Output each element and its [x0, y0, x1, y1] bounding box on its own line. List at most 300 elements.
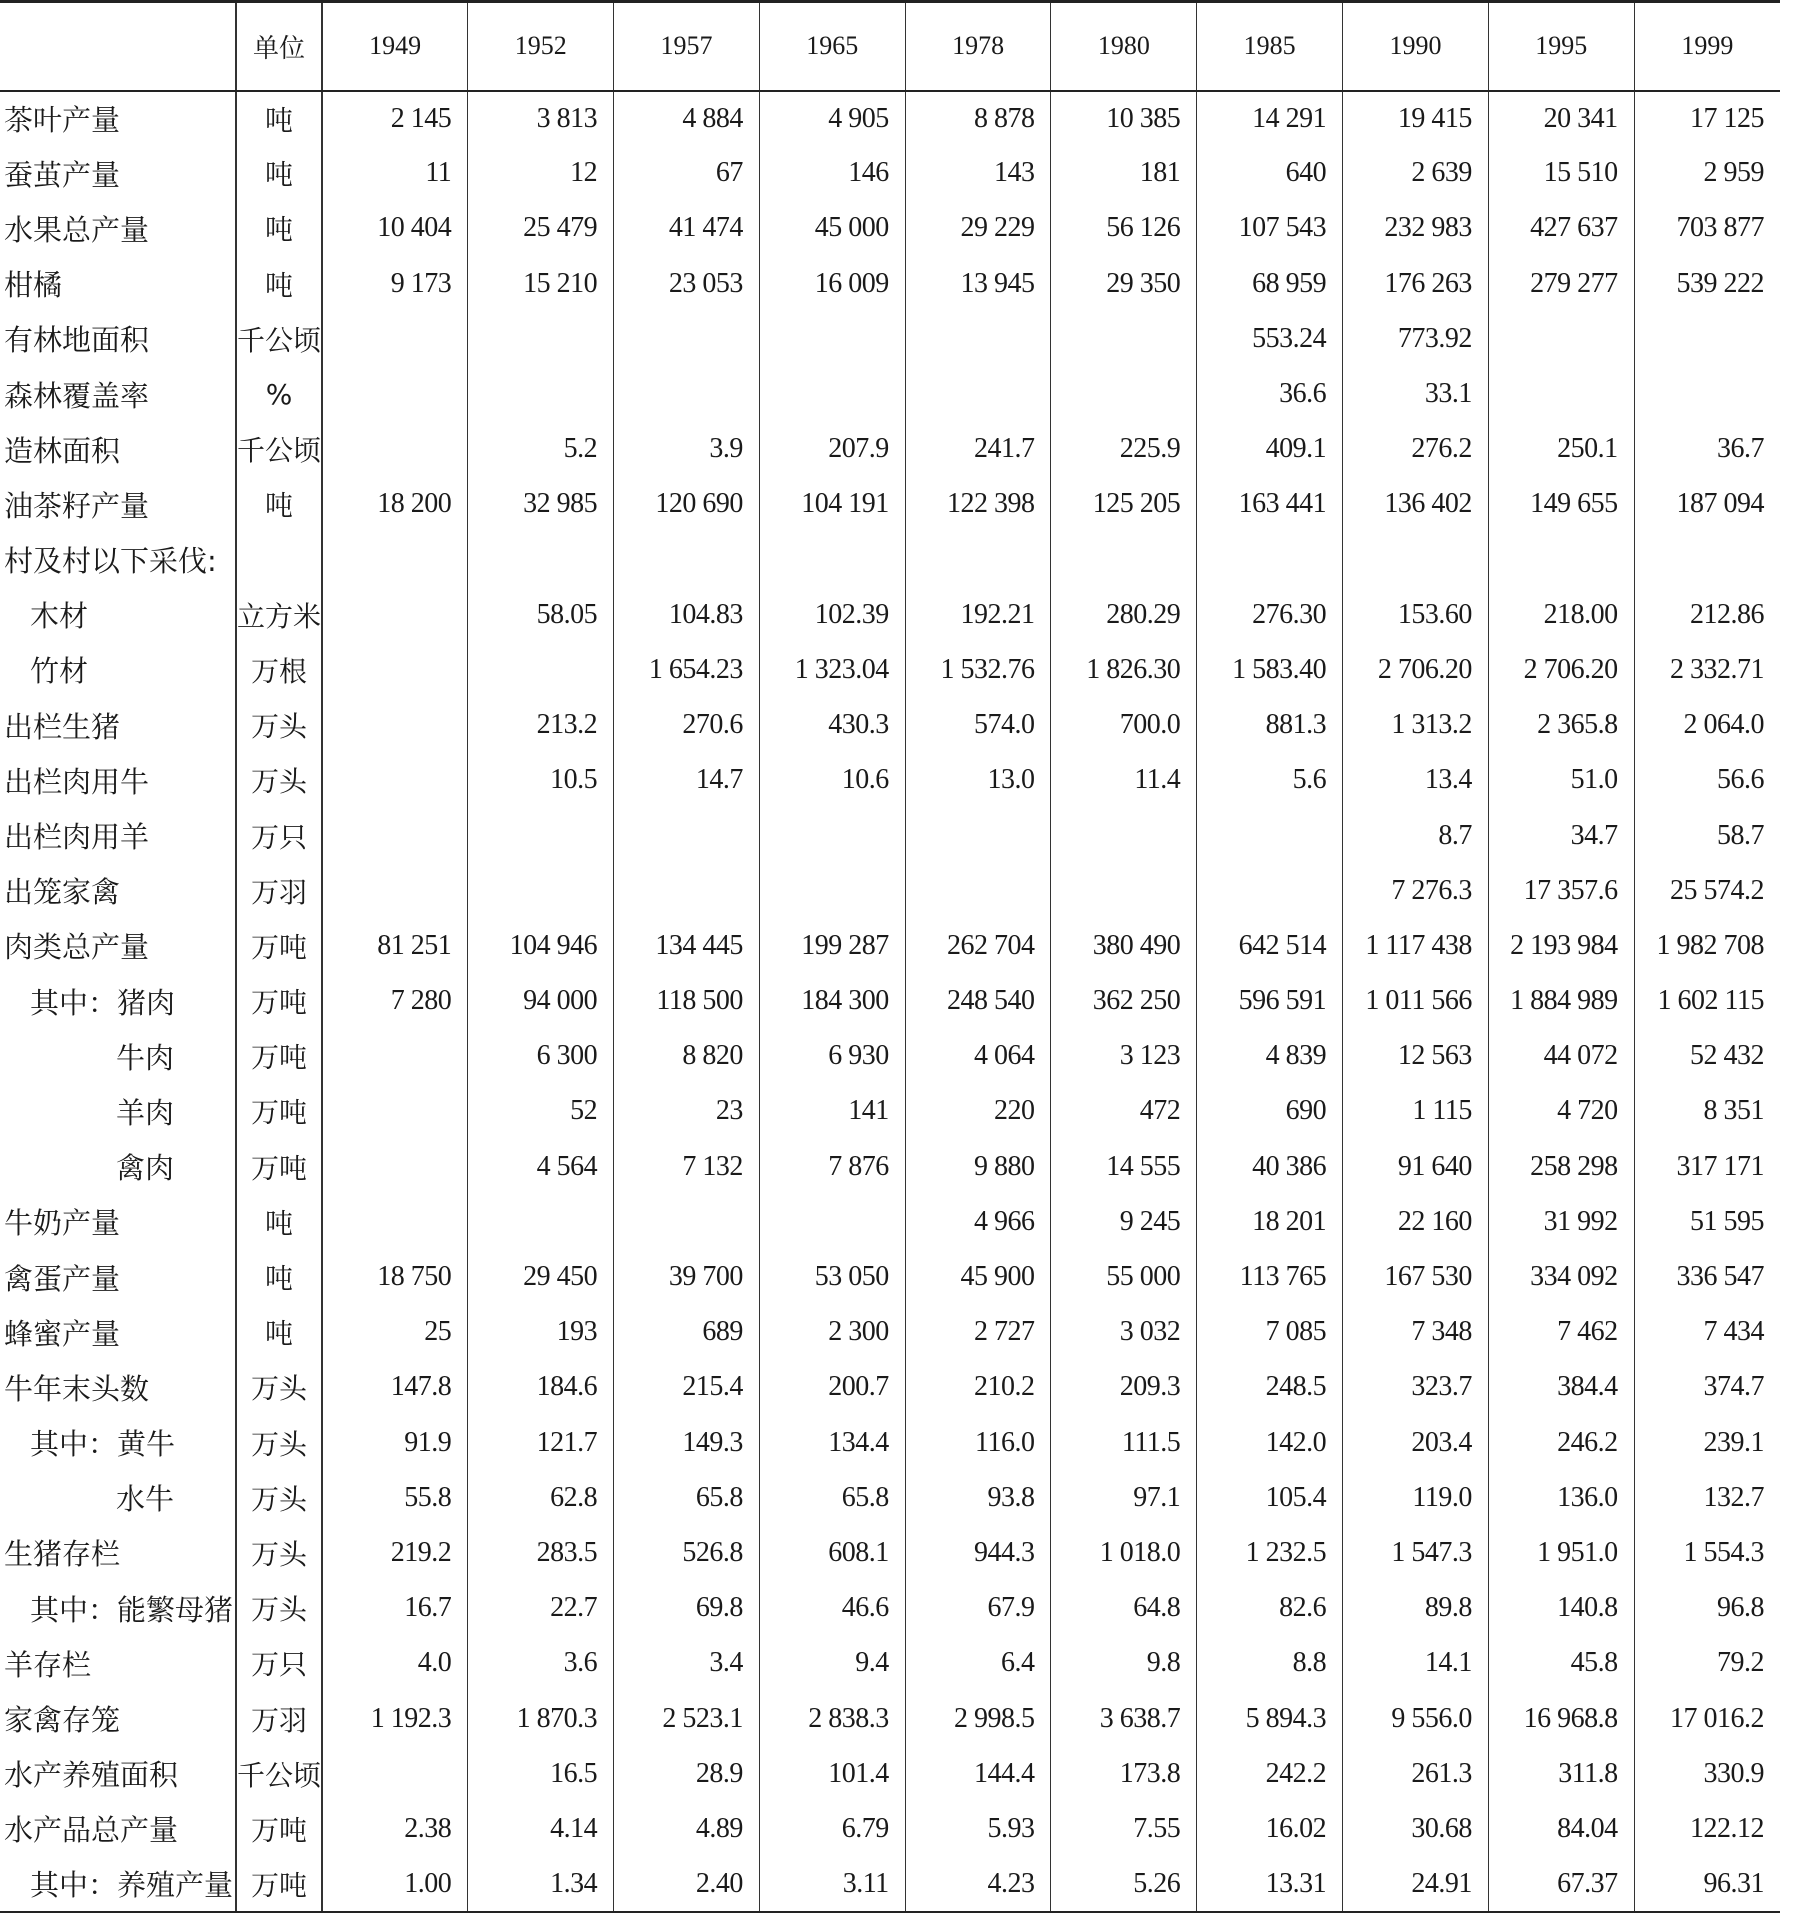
value-cell: 104 946 — [468, 918, 614, 973]
value-cell: 81 251 — [377, 929, 452, 961]
value-cell — [322, 1029, 468, 1084]
table-row — [0, 1139, 1780, 1194]
value-cell: 1 826.30 — [1051, 642, 1197, 697]
value-cell: 374.7 — [1634, 1360, 1780, 1415]
value-cell: 4.14 — [468, 1801, 614, 1856]
value-cell: 193 — [468, 1305, 614, 1360]
table-row — [0, 532, 1780, 587]
value-cell: 200.7 — [759, 1360, 905, 1415]
value-cell: 17 016.2 — [1634, 1691, 1780, 1746]
value-cell: 45.8 — [1488, 1636, 1634, 1691]
value-cell: 22 160 — [1343, 1194, 1489, 1249]
value-cell: 10 385 — [1051, 91, 1197, 146]
value-cell: 944.3 — [905, 1525, 1051, 1580]
value-cell: 334 092 — [1488, 1249, 1634, 1304]
value-cell: 41 474 — [614, 201, 760, 256]
value-cell: 6.79 — [759, 1801, 905, 1856]
value-cell: 14 555 — [1051, 1139, 1197, 1194]
value-cell: 33.1 — [1343, 366, 1489, 421]
value-cell: 13.31 — [1197, 1857, 1343, 1912]
value-cell: 690 — [1197, 1084, 1343, 1139]
value-cell: 2 727 — [905, 1305, 1051, 1360]
value-cell — [1197, 808, 1343, 863]
value-cell: 51 595 — [1634, 1194, 1780, 1249]
value-cell: 16.5 — [468, 1746, 614, 1801]
row-unit: 万头 — [236, 753, 322, 808]
value-cell — [905, 311, 1051, 366]
value-cell: 79.2 — [1634, 1636, 1780, 1691]
row-label: 其中：猪肉 — [30, 985, 176, 1020]
value-cell: 65.8 — [614, 1470, 760, 1525]
value-cell: 9.8 — [1051, 1636, 1197, 1691]
value-cell: 4.89 — [614, 1801, 760, 1856]
value-cell: 116.0 — [905, 1415, 1051, 1470]
value-cell: 241.7 — [905, 422, 1051, 477]
value-cell: 1 115 — [1343, 1084, 1489, 1139]
value-cell: 45 000 — [759, 201, 905, 256]
row-label: 木材 — [30, 599, 89, 634]
value-cell: 97.1 — [1051, 1470, 1197, 1525]
value-cell: 2 838.3 — [759, 1691, 905, 1746]
row-unit: 万头 — [236, 1581, 322, 1636]
value-cell: 596 591 — [1197, 974, 1343, 1029]
value-cell: 104 191 — [759, 477, 905, 532]
value-cell: 2 706.20 — [1343, 642, 1489, 697]
value-cell: 56.6 — [1634, 753, 1780, 808]
value-cell — [468, 863, 614, 918]
header-year: 1965 — [759, 2, 905, 91]
table-row — [0, 1746, 1780, 1801]
value-cell: 276.2 — [1343, 422, 1489, 477]
value-cell: 553.24 — [1197, 311, 1343, 366]
value-cell: 93.8 — [905, 1470, 1051, 1525]
table-row — [0, 1636, 1780, 1691]
value-cell: 207.9 — [759, 422, 905, 477]
value-cell — [468, 642, 614, 697]
header-year: 1990 — [1343, 2, 1489, 91]
row-label: 牛年末头数 — [4, 1371, 150, 1406]
value-cell: 1 313.2 — [1343, 698, 1489, 753]
value-cell: 384.4 — [1488, 1360, 1634, 1415]
row-label: 出栏生猪 — [4, 709, 121, 744]
value-cell: 3 032 — [1051, 1305, 1197, 1360]
row-label: 出栏肉用羊 — [4, 820, 150, 855]
value-cell: 218.00 — [1488, 587, 1634, 642]
value-cell: 52 432 — [1634, 1029, 1780, 1084]
value-cell: 7 462 — [1488, 1305, 1634, 1360]
table-row — [0, 1525, 1780, 1580]
row-label: 出笼家禽 — [4, 875, 121, 910]
value-cell: 16.7 — [404, 1592, 452, 1624]
value-cell — [468, 366, 614, 421]
value-cell: 153.60 — [1343, 587, 1489, 642]
row-unit: 千公顷 — [236, 311, 322, 366]
value-cell: 4 064 — [905, 1029, 1051, 1084]
table-row — [0, 587, 1780, 642]
value-cell: 187 094 — [1634, 477, 1780, 532]
value-cell: 24.91 — [1343, 1857, 1489, 1912]
value-cell: 2.38 — [404, 1812, 452, 1844]
value-cell: 134.4 — [759, 1415, 905, 1470]
row-unit: 万头 — [236, 1470, 322, 1525]
value-cell: 3.6 — [468, 1636, 614, 1691]
value-cell — [468, 1194, 614, 1249]
table-row — [0, 1194, 1780, 1249]
row-label: 羊存栏 — [4, 1647, 92, 1682]
value-cell: 225.9 — [1051, 422, 1197, 477]
row-unit: 万吨 — [236, 1084, 322, 1139]
value-cell: 1 532.76 — [905, 642, 1051, 697]
value-cell: 23 — [614, 1084, 760, 1139]
value-cell: 219.2 — [390, 1536, 452, 1568]
value-cell: 149 655 — [1488, 477, 1634, 532]
value-cell: 20 341 — [1488, 91, 1634, 146]
value-cell: 258 298 — [1488, 1139, 1634, 1194]
value-cell: 13.4 — [1343, 753, 1489, 808]
value-cell — [1197, 863, 1343, 918]
value-cell — [759, 808, 905, 863]
value-cell — [322, 532, 468, 587]
row-unit: % — [236, 366, 322, 421]
value-cell: 12 563 — [1343, 1029, 1489, 1084]
value-cell: 25 479 — [468, 201, 614, 256]
value-cell: 336 547 — [1634, 1249, 1780, 1304]
value-cell — [1051, 311, 1197, 366]
value-cell — [322, 1084, 468, 1139]
row-label: 家禽存笼 — [4, 1703, 121, 1738]
header-year: 1957 — [614, 2, 760, 91]
table-row — [0, 1360, 1780, 1415]
table-row — [0, 1581, 1780, 1636]
row-label: 蚕茧产量 — [4, 157, 121, 192]
value-cell: 82.6 — [1197, 1581, 1343, 1636]
value-cell: 539 222 — [1634, 256, 1780, 311]
value-cell: 45 900 — [905, 1249, 1051, 1304]
value-cell: 149.3 — [614, 1415, 760, 1470]
value-cell: 136 402 — [1343, 477, 1489, 532]
value-cell: 69.8 — [614, 1581, 760, 1636]
row-unit: 万只 — [236, 808, 322, 863]
table-row — [0, 146, 1780, 201]
value-cell — [759, 366, 905, 421]
value-cell: 144.4 — [905, 1746, 1051, 1801]
value-cell: 67 — [614, 146, 760, 201]
value-cell: 192.21 — [905, 587, 1051, 642]
value-cell: 146 — [759, 146, 905, 201]
value-cell: 122.12 — [1634, 1801, 1780, 1856]
value-cell: 25 — [424, 1316, 452, 1348]
value-cell: 173.8 — [1051, 1746, 1197, 1801]
value-cell: 427 637 — [1488, 201, 1634, 256]
value-cell — [322, 587, 468, 642]
value-cell: 91.9 — [404, 1426, 452, 1458]
value-cell: 246.2 — [1488, 1415, 1634, 1470]
value-cell: 22.7 — [468, 1581, 614, 1636]
value-cell: 3.9 — [614, 422, 760, 477]
value-cell: 23 053 — [614, 256, 760, 311]
value-cell: 34.7 — [1488, 808, 1634, 863]
value-cell: 1.00 — [322, 1857, 468, 1912]
header-unit: 单位 — [236, 2, 322, 91]
value-cell: 7.55 — [1051, 1801, 1197, 1856]
value-cell: 9 880 — [905, 1139, 1051, 1194]
value-cell: 232 983 — [1343, 201, 1489, 256]
value-cell: 700.0 — [1051, 698, 1197, 753]
value-cell: 125 205 — [1051, 477, 1197, 532]
value-cell: 140.8 — [1488, 1581, 1634, 1636]
row-unit: 吨 — [236, 91, 322, 146]
value-cell: 8.7 — [1343, 808, 1489, 863]
value-cell — [1343, 532, 1489, 587]
header-year: 1995 — [1488, 2, 1634, 91]
row-unit: 万只 — [236, 1636, 322, 1691]
value-cell — [905, 366, 1051, 421]
value-cell: 94 000 — [468, 974, 614, 1029]
row-label: 水牛 — [116, 1482, 175, 1517]
value-cell: 104.83 — [614, 587, 760, 642]
value-cell: 773.92 — [1343, 311, 1489, 366]
value-cell — [322, 753, 468, 808]
value-cell: 91 640 — [1343, 1139, 1489, 1194]
row-unit: 吨 — [236, 477, 322, 532]
value-cell: 9 245 — [1051, 1194, 1197, 1249]
row-unit: 万羽 — [236, 863, 322, 918]
value-cell — [322, 311, 468, 366]
table-row — [0, 256, 1780, 311]
value-cell: 380 490 — [1051, 918, 1197, 973]
value-cell: 215.4 — [614, 1360, 760, 1415]
value-cell: 317 171 — [1634, 1139, 1780, 1194]
value-cell: 18 200 — [377, 488, 452, 520]
value-cell — [614, 1194, 760, 1249]
value-cell: 279 277 — [1488, 256, 1634, 311]
value-cell: 4 564 — [468, 1139, 614, 1194]
row-label: 水产品总产量 — [4, 1813, 179, 1848]
value-cell: 10.6 — [759, 753, 905, 808]
value-cell: 51.0 — [1488, 753, 1634, 808]
value-cell: 84.04 — [1488, 1801, 1634, 1856]
value-cell: 15 210 — [468, 256, 614, 311]
value-cell: 3.11 — [759, 1857, 905, 1912]
row-label: 有林地面积 — [4, 323, 150, 358]
value-cell: 64.8 — [1051, 1581, 1197, 1636]
value-cell — [322, 1746, 468, 1801]
table-row — [0, 918, 1780, 973]
row-unit: 万吨 — [236, 1801, 322, 1856]
value-cell — [322, 642, 468, 697]
table-row — [0, 366, 1780, 421]
value-cell: 121.7 — [468, 1415, 614, 1470]
value-cell: 1.34 — [468, 1857, 614, 1912]
header-year: 1980 — [1051, 2, 1197, 91]
value-cell: 640 — [1197, 146, 1343, 201]
value-cell — [468, 532, 614, 587]
table-row — [0, 201, 1780, 256]
value-cell: 9.4 — [759, 1636, 905, 1691]
value-cell: 13 945 — [905, 256, 1051, 311]
table-row — [0, 1470, 1780, 1525]
value-cell: 239.1 — [1634, 1415, 1780, 1470]
value-cell: 6 930 — [759, 1029, 905, 1084]
value-cell — [1634, 311, 1780, 366]
value-cell: 5.2 — [468, 422, 614, 477]
row-label: 羊肉 — [116, 1095, 175, 1130]
value-cell: 270.6 — [614, 698, 760, 753]
value-cell: 147.8 — [390, 1371, 452, 1403]
value-cell: 248 540 — [905, 974, 1051, 1029]
header-year: 1978 — [905, 2, 1051, 91]
value-cell: 330.9 — [1634, 1746, 1780, 1801]
value-cell: 67.9 — [905, 1581, 1051, 1636]
value-cell: 526.8 — [614, 1525, 760, 1580]
row-unit: 吨 — [236, 1194, 322, 1249]
value-cell — [1051, 863, 1197, 918]
table-row — [0, 698, 1780, 753]
value-cell: 9 556.0 — [1343, 1691, 1489, 1746]
header-label-blank — [0, 2, 236, 91]
value-cell: 16 968.8 — [1488, 1691, 1634, 1746]
row-label: 油茶籽产量 — [4, 488, 150, 523]
value-cell: 8 878 — [905, 91, 1051, 146]
table-row — [0, 1084, 1780, 1139]
table-row — [0, 1305, 1780, 1360]
row-label: 生猪存栏 — [4, 1537, 121, 1572]
value-cell: 1 654.23 — [614, 642, 760, 697]
value-cell: 262 704 — [905, 918, 1051, 973]
value-cell: 4 966 — [905, 1194, 1051, 1249]
value-cell: 16 009 — [759, 256, 905, 311]
value-cell: 65.8 — [759, 1470, 905, 1525]
value-cell: 642 514 — [1197, 918, 1343, 973]
value-cell: 7 132 — [614, 1139, 760, 1194]
value-cell: 7 876 — [759, 1139, 905, 1194]
value-cell: 203.4 — [1343, 1415, 1489, 1470]
row-unit — [236, 532, 322, 587]
value-cell: 107 543 — [1197, 201, 1343, 256]
value-cell: 4 720 — [1488, 1084, 1634, 1139]
value-cell: 12 — [468, 146, 614, 201]
value-cell: 134 445 — [614, 918, 760, 973]
value-cell: 1 951.0 — [1488, 1525, 1634, 1580]
value-cell: 2 706.20 — [1488, 642, 1634, 697]
value-cell: 3 638.7 — [1051, 1691, 1197, 1746]
row-label: 禽蛋产量 — [4, 1261, 121, 1296]
value-cell: 8 820 — [614, 1029, 760, 1084]
table-row — [0, 863, 1780, 918]
row-unit: 千公顷 — [236, 1746, 322, 1801]
value-cell: 55.8 — [404, 1481, 452, 1513]
value-cell: 362 250 — [1051, 974, 1197, 1029]
value-cell: 2.40 — [614, 1857, 760, 1912]
row-unit: 万吨 — [236, 1029, 322, 1084]
value-cell — [468, 808, 614, 863]
row-unit: 千公顷 — [236, 422, 322, 477]
value-cell: 18 750 — [377, 1261, 452, 1293]
table-row — [0, 1691, 1780, 1746]
value-cell: 574.0 — [905, 698, 1051, 753]
value-cell — [468, 311, 614, 366]
value-cell — [1488, 311, 1634, 366]
value-cell: 111.5 — [1051, 1415, 1197, 1470]
value-cell: 143 — [905, 146, 1051, 201]
row-unit: 万头 — [236, 1525, 322, 1580]
value-cell: 1 884 989 — [1488, 974, 1634, 1029]
value-cell: 472 — [1051, 1084, 1197, 1139]
value-cell: 17 125 — [1634, 91, 1780, 146]
value-cell: 32 985 — [468, 477, 614, 532]
row-unit: 吨 — [236, 146, 322, 201]
value-cell: 14.7 — [614, 753, 760, 808]
value-cell — [759, 1194, 905, 1249]
value-cell: 10.5 — [468, 753, 614, 808]
value-cell: 141 — [759, 1084, 905, 1139]
value-cell: 120 690 — [614, 477, 760, 532]
table-row — [0, 1857, 1780, 1912]
table-body — [0, 91, 1780, 1912]
value-cell: 102.39 — [759, 587, 905, 642]
value-cell — [322, 1194, 468, 1249]
row-label: 禽肉 — [116, 1151, 175, 1186]
value-cell: 248.5 — [1197, 1360, 1343, 1415]
table-row — [0, 1801, 1780, 1856]
value-cell: 8.8 — [1197, 1636, 1343, 1691]
row-unit: 吨 — [236, 1249, 322, 1304]
table-row — [0, 1249, 1780, 1304]
row-unit: 吨 — [236, 201, 322, 256]
value-cell: 2 639 — [1343, 146, 1489, 201]
header-year: 1999 — [1634, 2, 1780, 91]
value-cell: 5.6 — [1197, 753, 1343, 808]
value-cell: 56 126 — [1051, 201, 1197, 256]
value-cell: 4 884 — [614, 91, 760, 146]
header-year: 1985 — [1197, 2, 1343, 91]
value-cell: 608.1 — [759, 1525, 905, 1580]
value-cell: 101.4 — [759, 1746, 905, 1801]
row-label: 其中：能繁母猪 — [30, 1592, 234, 1627]
row-label: 牛肉 — [116, 1040, 175, 1075]
header-year: 1952 — [468, 2, 614, 91]
value-cell: 2 064.0 — [1634, 698, 1780, 753]
value-cell: 9 173 — [390, 267, 452, 299]
value-cell — [614, 311, 760, 366]
value-cell: 430.3 — [759, 698, 905, 753]
value-cell: 409.1 — [1197, 422, 1343, 477]
value-cell — [322, 698, 468, 753]
row-unit: 万根 — [236, 642, 322, 697]
row-label: 其中：养殖产量 — [0, 1857, 236, 1912]
value-cell: 17 357.6 — [1488, 863, 1634, 918]
table-row — [0, 753, 1780, 808]
value-cell: 7 434 — [1634, 1305, 1780, 1360]
value-cell: 242.2 — [1197, 1746, 1343, 1801]
value-cell: 311.8 — [1488, 1746, 1634, 1801]
value-cell: 184 300 — [759, 974, 905, 1029]
value-cell: 13.0 — [905, 753, 1051, 808]
value-cell: 96.31 — [1634, 1857, 1780, 1912]
value-cell: 881.3 — [1197, 698, 1343, 753]
row-label: 其中：黄牛 — [30, 1427, 176, 1462]
value-cell: 1 870.3 — [468, 1691, 614, 1746]
value-cell: 181 — [1051, 146, 1197, 201]
value-cell: 46.6 — [759, 1581, 905, 1636]
row-label: 柑橘 — [4, 268, 63, 303]
row-label: 茶叶产量 — [4, 103, 121, 138]
value-cell: 1 011 566 — [1343, 974, 1489, 1029]
value-cell: 105.4 — [1197, 1470, 1343, 1525]
value-cell: 11.4 — [1051, 753, 1197, 808]
value-cell: 2 300 — [759, 1305, 905, 1360]
value-cell: 1 602 115 — [1634, 974, 1780, 1029]
